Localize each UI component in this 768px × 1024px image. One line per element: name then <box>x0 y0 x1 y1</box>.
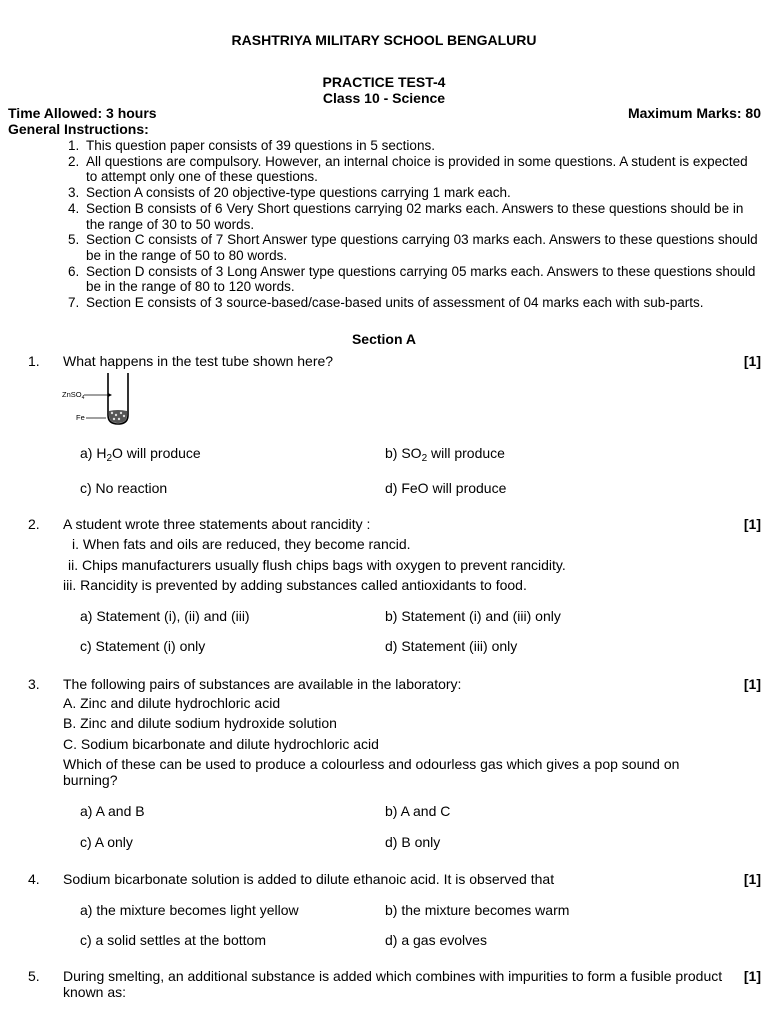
solution-label: ZnSO$_4$ <box>62 390 85 401</box>
metal-label: Fe <box>76 413 85 422</box>
question-marks: [1] <box>743 516 761 532</box>
option-d: d) FeO will produce <box>385 480 507 496</box>
statement: iii. Rancidity is prevented by adding substances called antioxidants to food. <box>63 577 527 593</box>
test-title: PRACTICE TEST-4 <box>322 74 446 90</box>
instructions-list <box>68 138 758 311</box>
question-number: 3. <box>28 676 40 692</box>
instruction-item: 3. Section A consists of 20 objective-type questions carrying 1 mark each. <box>68 185 511 201</box>
statement: A. Zinc and dilute hydrochloric acid <box>63 695 281 711</box>
statement: B. Zinc and dilute sodium hydroxide solution <box>63 715 337 731</box>
instruction-item: 5. Section C consists of 7 Short Answer type questions carrying 03 marks each. Answers to these questions should be in the range of 50 to 80 words. <box>68 232 758 263</box>
option-a: a) Statement (i), (ii) and (iii) <box>80 608 250 624</box>
option-c: c) a solid settles at the bottom <box>80 932 266 948</box>
time-allowed: Time Allowed: 3 hours <box>8 105 157 121</box>
question-text: The following pairs of substances are available in the laboratory: <box>63 676 462 692</box>
instruction-item: 2. All questions are compulsory. However, an internal choice is provided in some questions. A student is expected to attempt only one of these questions. <box>68 153 748 185</box>
meta-row <box>8 105 761 121</box>
test-class: Class 10 - Science <box>322 90 446 106</box>
option-d: d) B only <box>385 834 441 850</box>
option-d: d) Statement (iii) only <box>385 638 518 654</box>
statement: i. When fats and oils are reduced, they become rancid. <box>72 536 411 552</box>
option-a: a) A and B <box>80 803 145 819</box>
instruction-item: 7. Section E consists of 3 source-based/case-based units of assessment of 04 marks each with sub-parts. <box>68 295 704 311</box>
instruction-item: 4. Section B consists of 6 Very Short questions carrying 02 marks each. Answers to these questions should be in the range of 30 to 50 words. <box>68 200 744 232</box>
option-b: b) Statement (i) and (iii) only <box>385 608 561 624</box>
instruction-item: 6. Section D consists of 3 Long Answer type questions carrying 05 marks each. Answers to these questions should be in the range of 80 to 120 words. <box>68 263 756 295</box>
option-a: a) the mixture becomes light yellow <box>80 902 299 918</box>
question-marks: [1] <box>743 968 761 984</box>
option-c: c) No reaction <box>80 480 168 496</box>
question-number: 1. <box>28 353 40 369</box>
option-c: c) A only <box>80 834 133 850</box>
question-marks: [1] <box>743 353 761 369</box>
question-subtext: Which of these can be used to produce a colourless and odourless gas which gives a pop sound on burning? <box>63 756 680 788</box>
statement: C. Sodium bicarbonate and dilute hydrochloric acid <box>63 736 379 752</box>
option-b: b) the mixture becomes warm <box>385 902 570 918</box>
question-marks: [1] <box>743 676 761 692</box>
section-title: Section A <box>351 331 417 347</box>
question-text: During smelting, an additional substance is added which combines with impurities to form a fusible product known as: <box>63 968 723 1000</box>
option-a: a) $H_2O$ will produce <box>80 445 201 464</box>
option-b: b) $SO_2$ will produce <box>385 445 505 464</box>
option-d: d) a gas evolves <box>385 932 487 948</box>
question-text: A student wrote three statements about rancidity : <box>63 516 371 532</box>
question-marks: [1] <box>743 871 761 887</box>
test-tube-diagram <box>62 373 142 425</box>
school-name: RASHTRIYA MILITARY SCHOOL BENGALURU <box>231 32 537 48</box>
question-text: What happens in the test tube shown here? <box>63 353 334 369</box>
instruction-item: 1. This question paper consists of 39 questions in 5 sections. <box>68 138 435 153</box>
statement: ii. Chips manufacturers usually flush chips bags with oxygen to prevent rancidity. <box>68 557 566 573</box>
maximum-marks: Maximum Marks: 80 <box>627 105 761 121</box>
question-number: 2. <box>28 516 40 532</box>
question-number: 4. <box>28 871 40 887</box>
option-b: b) A and C <box>385 803 451 819</box>
question-text: Sodium bicarbonate solution is added to dilute ethanoic acid. It is observed that <box>63 871 555 887</box>
option-c: c) Statement (i) only <box>80 638 206 654</box>
question-number: 5. <box>28 968 40 984</box>
instructions-title: General Instructions: <box>8 121 149 137</box>
